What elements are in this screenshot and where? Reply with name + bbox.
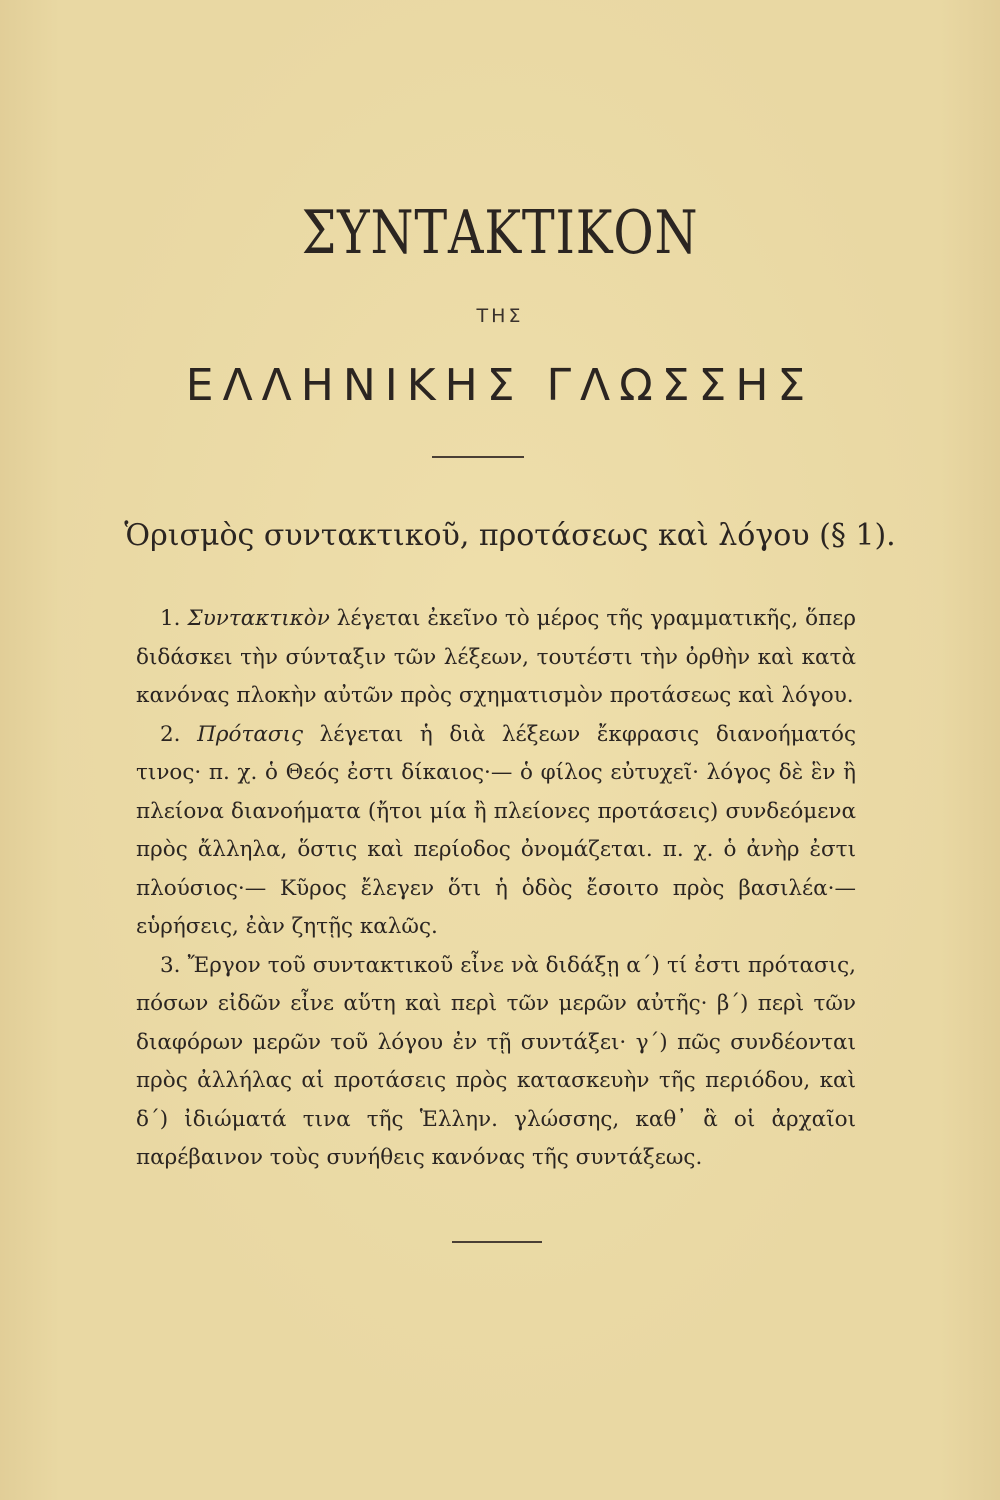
body-text — [136, 600, 856, 1178]
paragraph-2 — [136, 716, 856, 947]
top-divider — [432, 456, 524, 458]
paragraph-number: 1. — [160, 606, 181, 631]
paragraph-text: λέγεται ἐκεῖνο τὸ μέρος τῆς γραμματικῆς, ὅπερ διδάσκει τὴν σύνταξιν τῶν λέξεων, τουτέστι τὴν ὀρθὴν καὶ κατὰ κανόνας πλοκὴν αὐτῶν πρὸς σχηματισμὸν προτάσεως καὶ λόγου. — [136, 606, 856, 708]
paragraph-text: λέγεται ἡ διὰ λέξεων ἔκφρασις διανοήματός τινος· π. χ. ὁ Θεός ἐστι δίκαιος·— ὁ φίλος εὐτυχεῖ· λόγος δὲ ἓν ἢ πλείονα διανοήματα (ἤτοι μία ἢ πλείονες προτάσεις) συνδεόμενα πρὸς ἄλληλα, ὅστις καὶ περίοδος ὀνομάζεται. π. χ. ὁ ἀνὴρ ἐστι πλούσιος·— Κῦρος ἔλεγεν ὅτι ἡ ὁδὸς ἔσοιτο πρὸς βασιλέα·— εὑρήσεις, ἐὰν ζητῇς καλῶς. — [136, 721, 856, 939]
bottom-divider — [452, 1241, 542, 1243]
section-heading: Ὁρισμὸς συντακτικοῦ, προτάσεως καὶ λόγου (§ 1). — [124, 518, 896, 553]
paragraph-3 — [136, 947, 856, 1178]
book-title: ΣΥΝΤΑΚΤΙΚΟΝ — [301, 198, 699, 268]
paragraph-1 — [136, 600, 856, 716]
paragraph-text: Ἔργον τοῦ συντακτικοῦ εἶνε νὰ διδάξῃ α΄) τί ἐστι πρότασις, πόσων εἰδῶν εἶνε αὕτη καὶ περὶ τῶν μερῶν αὐτῆς· β΄) περὶ τῶν διαφόρων μερῶν τοῦ λόγου ἐν τῇ συντάξει· γ΄) πῶς συνδέονται πρὸς ἀλλήλας αἱ προτάσεις πρὸς κατασκευὴν τῆς περιόδου, καὶ δ΄) ἰδιώματά τινα τῆς Ἑλλην. γλώσσης, καθ᾽ ἃ οἱ ἀρχαῖοι παρέβαινον τοὺς συνήθεις κανόνας τῆς συντάξεως. — [136, 952, 856, 1170]
paragraph-number: 3. — [160, 952, 181, 978]
title-connector: ΤΗΣ — [476, 305, 524, 327]
book-subtitle: ΕΛΛΗΝΙΚΗΣ ΓΛΩΣΣΗΣ — [185, 360, 815, 411]
paragraph-lead-term: Πρότασις — [197, 721, 304, 747]
paragraph-number: 2. — [160, 721, 181, 747]
paragraph-lead-term: Συντακτικὸν — [187, 606, 330, 631]
